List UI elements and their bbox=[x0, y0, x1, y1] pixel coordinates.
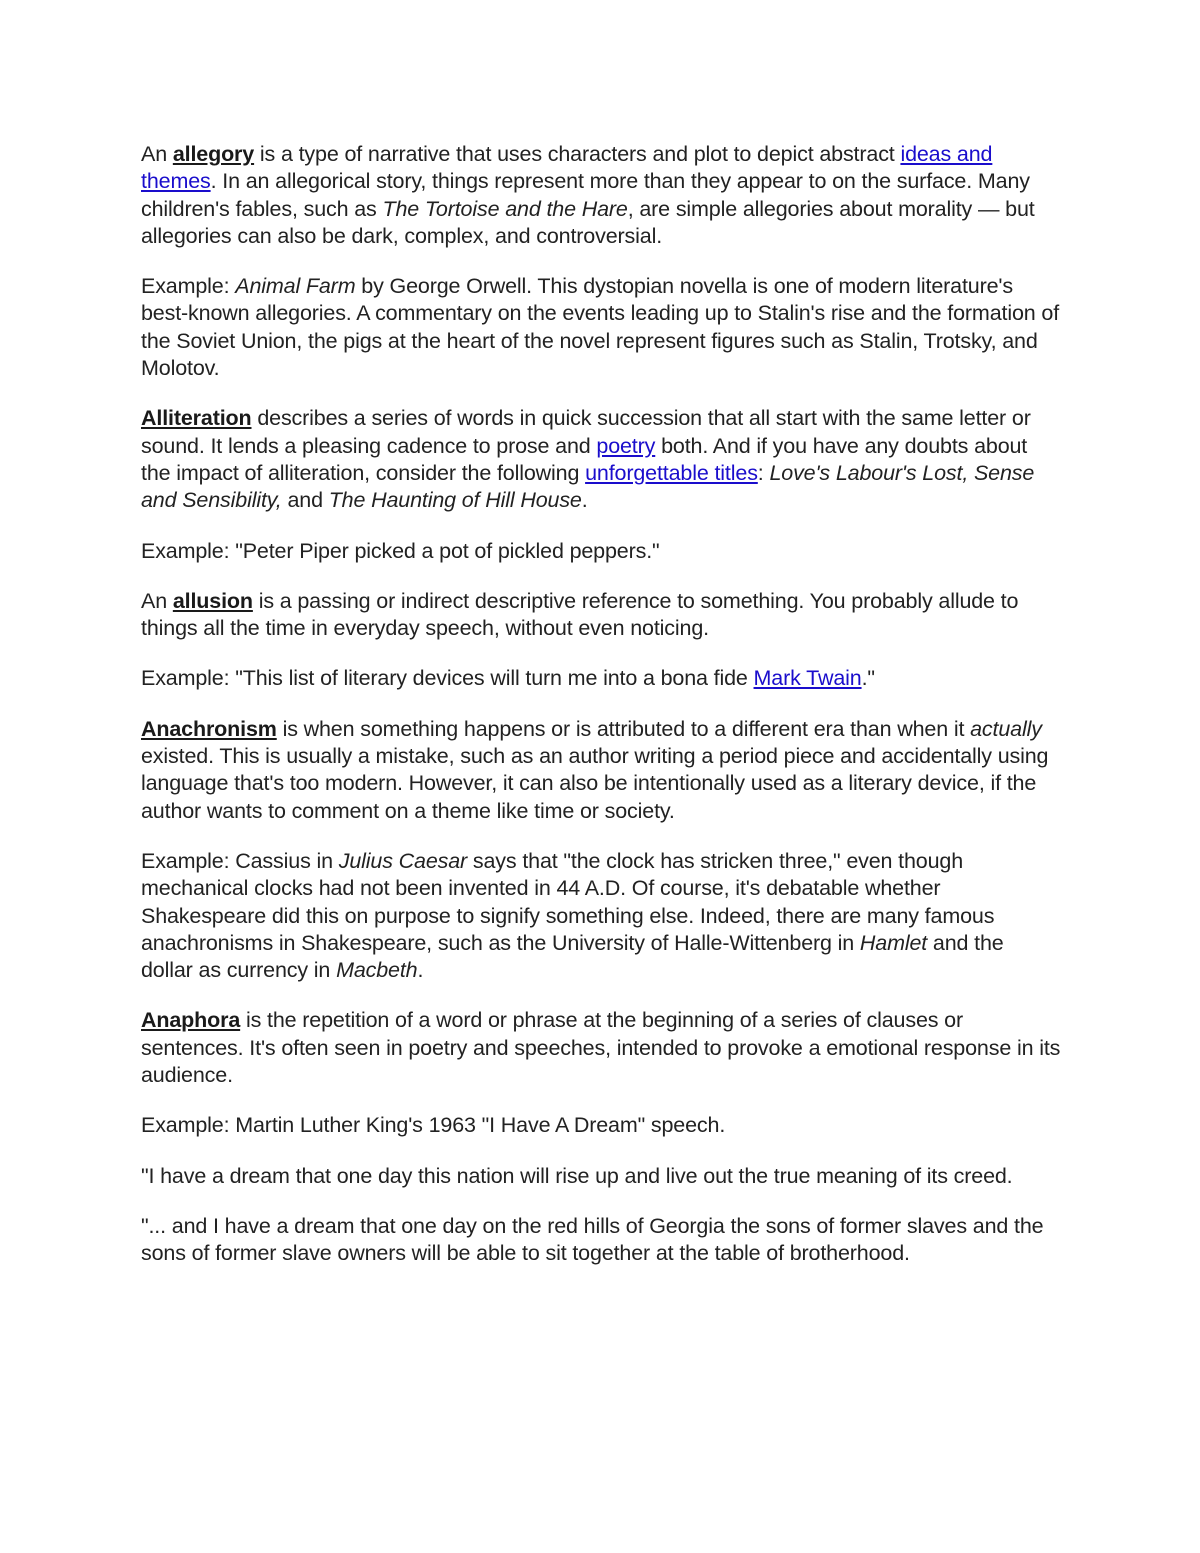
allegory-example bbox=[141, 273, 1061, 382]
allusion-example bbox=[141, 665, 1061, 692]
link-poetry[interactable]: poetry bbox=[596, 433, 656, 458]
title-haunting-of-hill-house: The Haunting of Hill House bbox=[328, 488, 582, 513]
anachronism-example bbox=[141, 848, 1061, 984]
term-anaphora: Anaphora bbox=[141, 1008, 241, 1033]
text: Example: Cassius in bbox=[141, 848, 339, 873]
title-hamlet: Hamlet bbox=[859, 930, 928, 955]
title-tortoise-and-hare: The Tortoise and the Hare bbox=[382, 196, 628, 221]
link-mark-twain[interactable]: Mark Twain bbox=[753, 666, 862, 691]
anaphora-quote-2: "... and I have a dream that one day on the red hills of Georgia the sons of former slaves and the sons of former slave owners will be able to sit together at the table of brotherhood. bbox=[141, 1213, 1044, 1266]
title-macbeth: Macbeth bbox=[336, 958, 418, 983]
text: is when something happens or is attributed to a different era than when it bbox=[276, 716, 971, 741]
term-anachronism: Anachronism bbox=[141, 716, 277, 741]
anaphora-definition bbox=[141, 1007, 1061, 1089]
text: is the repetition of a word or phrase at the beginning of a series of clauses or sentences. It's often seen in poetry and speeches, intended to provoke a emotional response in its audience. bbox=[141, 1008, 1061, 1088]
alliteration-example: Example: "Peter Piper picked a pot of pickled peppers." bbox=[141, 538, 660, 563]
text: says that "the clock has stricken three," even though mechanical clocks had not been invented in 44 A.D. Of course, it's debatable whether Shakespeare did this on purpose to signify something else. Indeed, there are many famous anachronisms in Shakespeare, such as the University of Halle-Wittenberg in bbox=[141, 848, 995, 955]
text: and bbox=[281, 488, 329, 513]
anaphora-quote-1: "I have a dream that one day this nation will rise up and live out the true meaning of its creed. bbox=[141, 1163, 1013, 1188]
document-page bbox=[141, 141, 1061, 1291]
text: describes a series of words in quick succession that all start with the same letter or sound. It lends a pleasing cadence to prose and bbox=[141, 406, 1031, 458]
allegory-definition bbox=[141, 141, 1061, 250]
text: . bbox=[581, 488, 588, 513]
text: Example: bbox=[141, 274, 236, 299]
text: both. And if you have any doubts about the impact of alliteration, consider the following bbox=[141, 433, 1028, 485]
term-alliteration: Alliteration bbox=[141, 406, 252, 431]
text: An bbox=[141, 142, 173, 166]
term-allusion: allusion bbox=[172, 588, 253, 613]
text: by George Orwell. This dystopian novella is one of modern literature's best-known allegories. A commentary on the events leading up to Stalin's rise and the formation of the Soviet Union, the pigs at the heart of the novel represent figures such as Stalin, Trotsky, and Molotov. bbox=[141, 274, 1060, 381]
link-ideas-and-themes[interactable]: ideas and themes bbox=[141, 142, 993, 194]
text: Example: "This list of literary devices will turn me into a bona fide bbox=[141, 666, 754, 691]
text: existed. This is usually a mistake, such as an author writing a period piece and accidentally using language that's too modern. However, it can also be intentionally used as a literary device, if the author wants to comment on a theme like time or society. bbox=[141, 744, 1049, 823]
text: . In an allegorical story, things represent more than they appear to on the surface. Many children's fables, such as bbox=[141, 169, 1030, 221]
titles-italic: Love's Labour's Lost, Sense and Sensibility, bbox=[141, 460, 1035, 513]
title-animal-farm: Animal Farm bbox=[235, 274, 356, 299]
text: is a type of narrative that uses characters and plot to depict abstract bbox=[254, 142, 901, 166]
text: and the dollar as currency in bbox=[141, 930, 1004, 983]
anachronism-definition bbox=[141, 716, 1061, 825]
alliteration-definition bbox=[141, 405, 1061, 514]
text: is a passing or indirect descriptive reference to something. You probably allude to things all the time in everyday speech, without even noticing. bbox=[141, 588, 1019, 641]
anaphora-example: Example: Martin Luther King's 1963 "I Have A Dream" speech. bbox=[141, 1113, 726, 1138]
text: : bbox=[757, 460, 770, 485]
text: ." bbox=[861, 666, 875, 691]
link-unforgettable-titles[interactable]: unforgettable titles bbox=[585, 460, 758, 485]
term-allegory: allegory bbox=[172, 142, 255, 166]
emphasis-actually: actually bbox=[970, 716, 1042, 741]
title-julius-caesar: Julius Caesar bbox=[338, 848, 468, 873]
allusion-definition bbox=[141, 588, 1061, 643]
text: . bbox=[417, 958, 424, 983]
text: , are simple allegories about morality — but allegories can also be dark, complex, and controversial. bbox=[141, 196, 1035, 248]
text: An bbox=[141, 588, 173, 613]
